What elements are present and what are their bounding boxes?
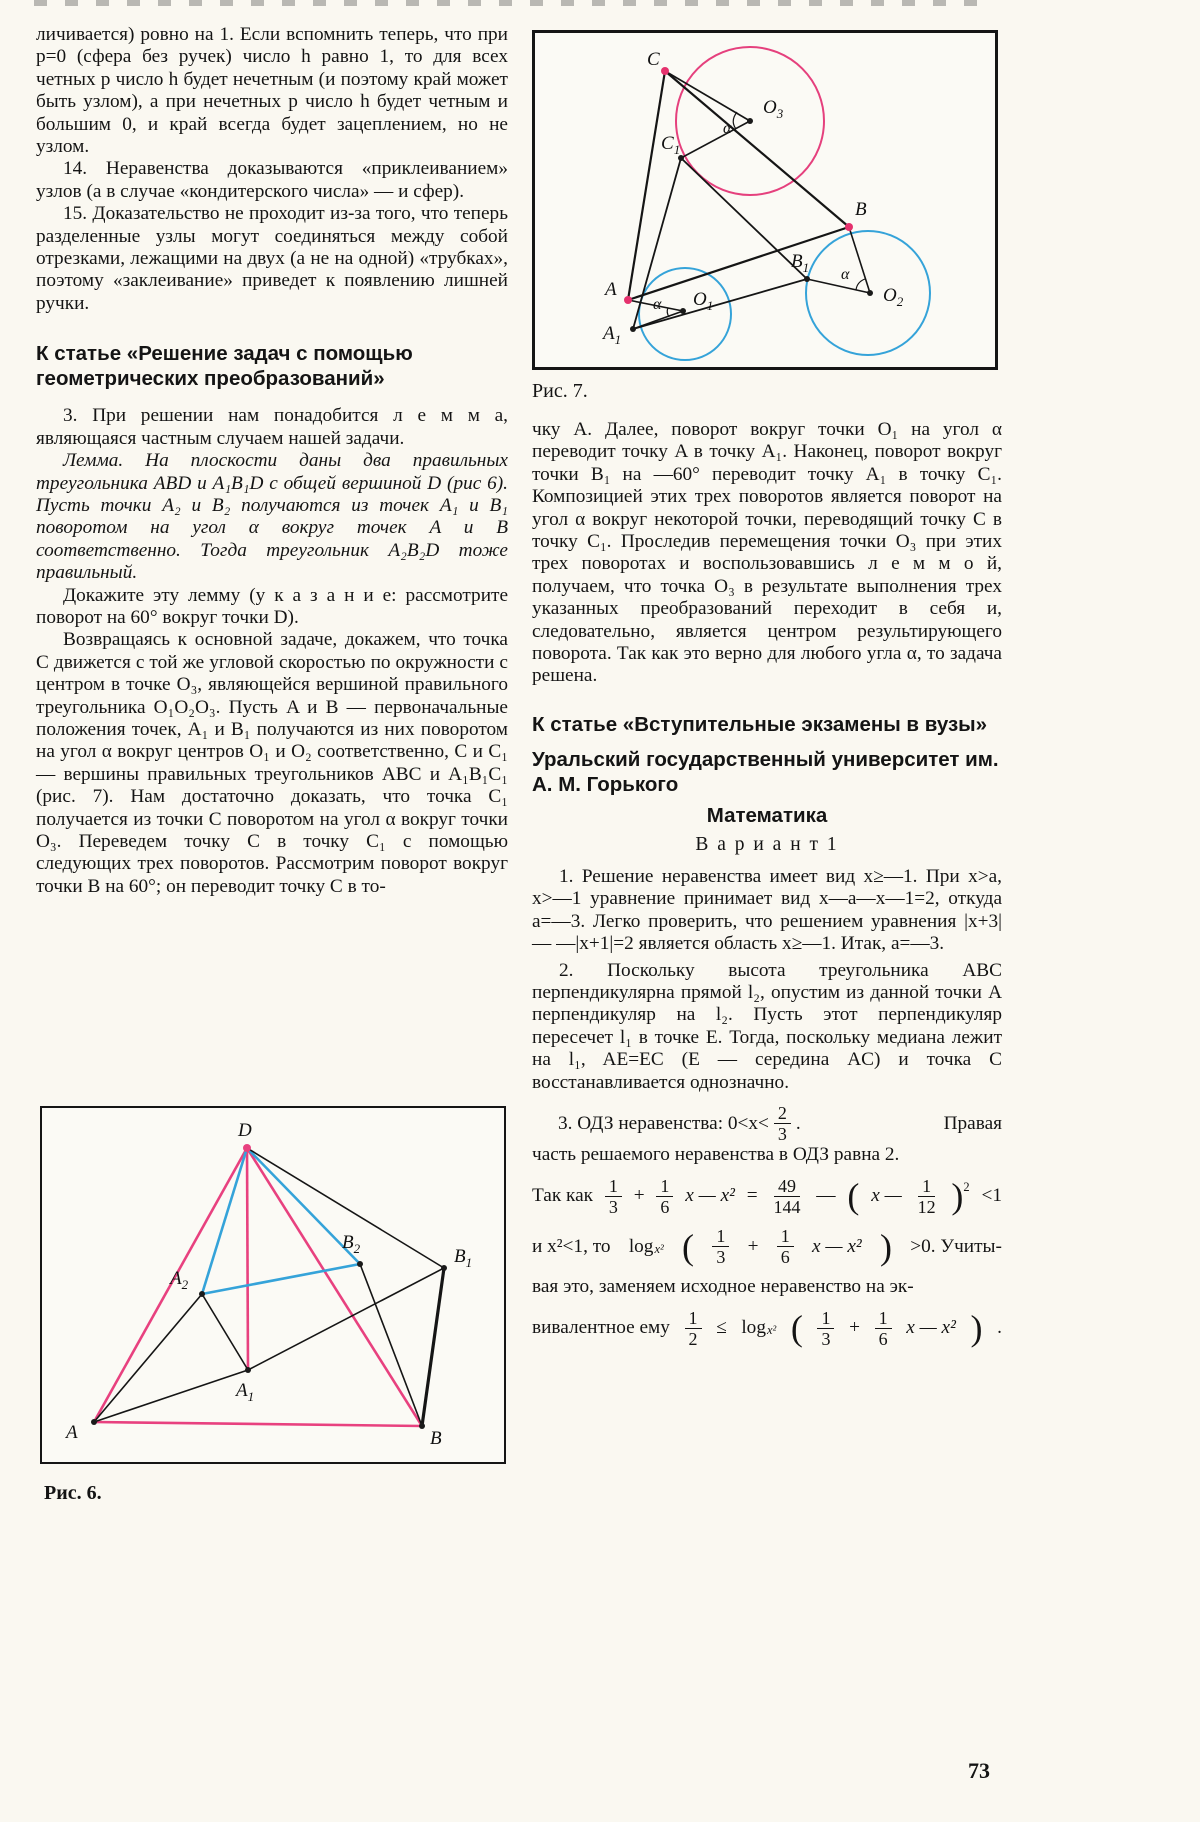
variant-title: В а р и а н т 1 [695, 833, 839, 855]
formula-text-i-x2: и x²<1, то [532, 1235, 611, 1257]
fraction-1-6: $\frac{1}{6}$ [875, 1308, 892, 1349]
figure-7-drawing [535, 33, 995, 367]
formula-line-odz [532, 1103, 1002, 1144]
subject-title: Математика [706, 803, 828, 827]
open-paren: ( [682, 1226, 695, 1267]
fraction-1-3: $\frac{1}{3}$ [817, 1308, 834, 1349]
minus-sign: — [816, 1185, 836, 1207]
paragraph-lemma: Лемма. На плоскости даны два правильных треугольника ABD и A₁B₁D с общей вершиной D (рис 6). Пусть точки A₂ и B₂ получаются из точек A₁ и B₁ поворотом на угол α вокруг точек A и B соответственно. Тогда треугольник A₂B₂D тоже правильный. [36, 450, 508, 584]
figure-6 [40, 1106, 506, 1464]
close-paren-squared: ) $^2$ [951, 1176, 970, 1217]
label-A1: $A_1$ [236, 1380, 255, 1404]
paragraph-continuation-knots: личивается) ровно на 1. Если вспомнить теперь, что при p=0 (сфера без ручек) число h равно 1, то для всех четных p число h будет нечетным (и поэтому край может быть узлом), а при нечетных p число h будет четным и большим 0, и край всегда будет зацеплением, но не узлом. [36, 24, 508, 158]
figure-6-caption: Рис. 6. [44, 1482, 102, 1504]
label-A2: $A_2$ [170, 1268, 189, 1292]
label-B1: $B_1$ [454, 1246, 473, 1270]
section-heading-entrance-exams: К статье «Вступительные экзамены в вузы» [532, 712, 988, 736]
label-B2: $B_2$ [342, 1232, 361, 1256]
formula-text-dot: . [997, 1317, 1002, 1339]
fraction-49-144: $\frac{49}{144}$ [773, 1175, 801, 1217]
formula-text-lt-1: <1 [981, 1185, 1002, 1207]
rotation-center-rays [628, 71, 870, 329]
formula-text-vival: вивалентное ему [532, 1317, 670, 1339]
formula-text-x-minus-x2: x — x² [812, 1235, 862, 1257]
paragraph-rotation-composition: чку A. Далее, поворот вокруг точки O₁ на угол α переводит точку A в точку A₁. Наконец, поворот вокруг точки B₁ на —60° переводит точку A₁ в точку C₁. Композицией этих трех поворотов является поворот на угол α вокруг некоторой точки, переводящий точку C в точку C₁. Проследив перемещения точки O₃ при этих трех поворотах и воспользовавшись л е м м о й, получаем, что точка O₃ в результате выполнения трех указанных преобразований переходит в себя и, следовательно, является центром результирующего поворота. Так как это верно для любого угла α, то задача решена. [532, 419, 1002, 687]
fraction-1-12: $\frac{1}{12}$ [917, 1175, 936, 1217]
formula-line-chast: часть решаемого неравенства в ОДЗ равна 2. [532, 1144, 900, 1166]
university-name: Уральский государственный университет им. А. М. Горького [532, 747, 999, 796]
plus-sign: + [633, 1185, 645, 1207]
label-O3: $O_3$ [763, 97, 784, 121]
vertex-dots [91, 1144, 447, 1429]
label-D: D [238, 1120, 252, 1141]
formula-text-dot: . [795, 1112, 801, 1134]
fraction-1-3: $\frac{1}{3}$ [712, 1226, 729, 1267]
formula-line-identity [532, 1176, 1002, 1217]
formula-text-pravaya: Правая [943, 1112, 1002, 1134]
label-A1: $A_1$ [603, 323, 622, 347]
fraction-2-3: $\frac{2}{3}$ [774, 1103, 791, 1144]
point-dots [624, 67, 873, 332]
fraction-1-2: $\frac{1}{2}$ [685, 1308, 702, 1349]
log-with-base: log x² [628, 1235, 664, 1257]
formula-text-odz: 3. ОДЗ неравенства: 0<x< [558, 1112, 769, 1134]
section-heading-geometric-transformations: К статье «Решение задач с помощью геометрических преобразований» [36, 342, 413, 391]
formula-line-log-positive [532, 1226, 1002, 1267]
paragraph-item-15: 15. Доказательство не проходит из-за того, что теперь разделенные узлы могут соединяться между собой отрезками, лежащими на двух (а не на одной) «трубках», поэтому «заклеивание» приведет к появлению лишней ручки. [36, 203, 508, 314]
figure-7 [532, 30, 998, 370]
le-sign: ≤ [716, 1317, 727, 1339]
page-number: 73 [968, 1758, 990, 1783]
close-paren: ) [880, 1226, 892, 1267]
figure-6-drawing [42, 1108, 503, 1461]
plus-sign: + [747, 1235, 759, 1257]
scan-artifact-top [34, 0, 984, 6]
fraction-1-3: $\frac{1}{3}$ [605, 1176, 622, 1217]
label-C1: $C_1$ [661, 133, 681, 157]
left-column [36, 24, 508, 898]
formula-line-vaya: вая это, заменяем исходное неравенство на эк- [532, 1276, 914, 1298]
paragraph-item-14: 14. Неравенства доказываются «приклеиванием» узлов (а в случае «кондитерского числа» — и сфер). [36, 158, 508, 202]
paragraph-problem-1: 1. Решение неравенства имеет вид x≥—1. При x>a, x>—1 уравнение принимает вид x—a—x—1=2, откуда a=—3. Легко проверить, что решением уравнения |x+3|— —|x+1|=2 является область x≥—1. Итак, a=—3. [532, 865, 1002, 955]
fraction-1-6: $\frac{1}{6}$ [777, 1226, 794, 1267]
right-column [532, 30, 1002, 1349]
plus-sign: + [849, 1317, 860, 1339]
paragraph-item-3-lemma-intro: 3. При решении нам понадобится л е м м а, являющаяся частным случаем нашей задачи. [36, 405, 508, 449]
figure-7-caption: Рис. 7. [532, 380, 588, 402]
triangle-ABD-pink [94, 1148, 422, 1426]
equals-sign: = [746, 1185, 758, 1207]
formula-text-gt-0: >0. Учиты- [910, 1235, 1002, 1257]
label-A: A [66, 1422, 78, 1443]
paragraph-problem-2: 2. Поскольку высота треугольника ABC перпендикулярна прямой l₂, опустим из данной точки A перпендикуляр на l₂. Пусть этот перпендикуляр пересечет l₁ в точке E. Тогда, поскольку медиана лежит на l₁, AE=EC (E — середина AC) и точка C восстанавливается однозначно. [532, 959, 1002, 1093]
formula-text-x-minus-x2: x — x² [685, 1185, 735, 1207]
paragraph-prove-lemma: Докажите эту лемму (у к а з а н и е: рассмотрите поворот на 60° вокруг точки D). [36, 584, 508, 628]
formula-text-x-minus-x2: x — x² [906, 1317, 956, 1339]
triangle-ABC [628, 71, 849, 300]
open-paren: ( [790, 1308, 803, 1349]
formula-line-equivalent [532, 1308, 1002, 1349]
paragraph-problem-3 [532, 1103, 1002, 1349]
formula-text-takkak: Так как [532, 1185, 594, 1207]
label-A: A [605, 279, 617, 300]
close-paren: ) [970, 1308, 983, 1349]
fraction-1-6: $\frac{1}{6}$ [656, 1176, 673, 1217]
label-B1: $B_1$ [791, 251, 810, 275]
label-alpha-O1: α [653, 296, 662, 313]
log-with-base: log x² [741, 1317, 777, 1339]
label-O1: $O_1$ [693, 289, 714, 313]
label-B: B [855, 199, 867, 220]
open-paren: ( [847, 1176, 860, 1217]
triangle-A2B2D-blue [202, 1148, 360, 1294]
triangle-A1B1D-black [94, 1148, 444, 1426]
label-B: B [430, 1428, 442, 1449]
label-alpha-O2: α [841, 266, 850, 283]
label-O2: $O_2$ [883, 285, 904, 309]
label-C: C [647, 49, 660, 70]
formula-text-x-minus: x — [871, 1185, 902, 1207]
segment-B-B1-thick [422, 1268, 444, 1426]
label-alpha-O3: α [723, 120, 732, 137]
paragraph-return-to-problem: Возвращаясь к основной задаче, докажем, что точка C движется с той же угловой скоростью по окружности с центром в точке O₃, являющейся вершиной правильного треугольника O₁O₂O₃. Пусть A и B — первоначальные положения точек, A₁ и B₁ получаются из них поворотом на угол α вокруг центров O₁ и O₂ соответственно, C и C₁ — вершины правильных треугольников ABC и A₁B₁C₁ (рис. 7). Нам достаточно доказать, что точка C₁ получается из точки C поворотом на угол α вокруг точки O₃. Переведем точку C в точку C₁ с помощью следующих трех поворотов. Рассмотрим поворот вокруг точки B на 60°; он переводит точку C в то- [36, 629, 508, 897]
formula-group-odz [558, 1103, 801, 1144]
